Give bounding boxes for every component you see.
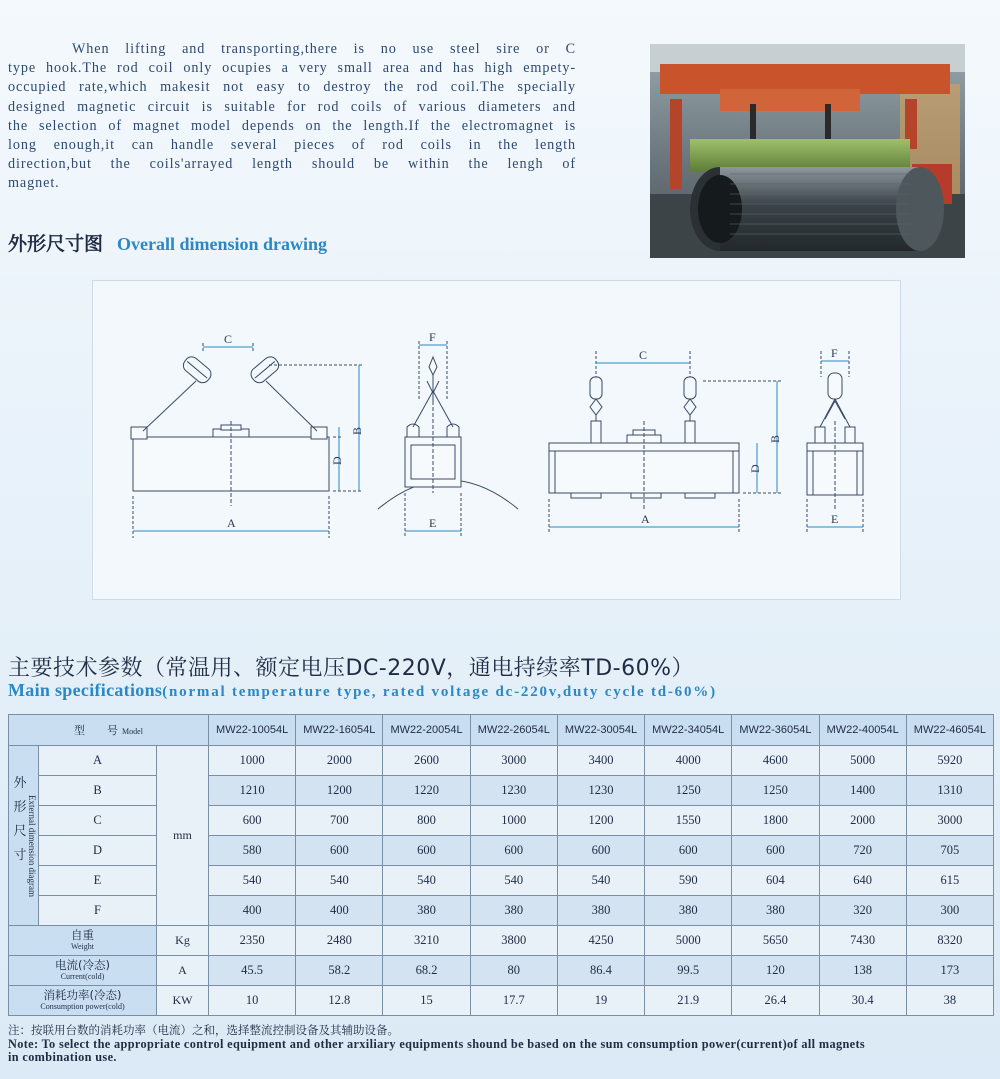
drawing-title-en: Overall dimension drawing <box>117 234 328 254</box>
table-row <box>9 776 994 806</box>
specs-title-en-main: Main specifications <box>8 680 163 700</box>
value-cell: 540 <box>296 866 383 896</box>
product-photo <box>650 44 965 258</box>
value-cell: 2480 <box>296 926 383 956</box>
value-cell: 5000 <box>645 926 732 956</box>
value-cell: 12.8 <box>296 986 383 1016</box>
value-cell: 1230 <box>470 776 557 806</box>
dim-label-a: A <box>641 512 650 526</box>
row-label: A <box>39 746 157 776</box>
value-cell: 8320 <box>906 926 993 956</box>
value-cell: 615 <box>906 866 993 896</box>
value-cell: 1800 <box>732 806 819 836</box>
unit-cell: KW <box>157 986 209 1016</box>
value-cell: 3800 <box>470 926 557 956</box>
value-cell: 5920 <box>906 746 993 776</box>
dimension-drawing-svg <box>93 281 900 599</box>
specs-title-en <box>8 680 717 701</box>
value-cell: 7430 <box>819 926 906 956</box>
value-cell: 580 <box>209 836 296 866</box>
table-row <box>9 956 994 986</box>
value-cell: 5000 <box>819 746 906 776</box>
row-label: E <box>39 866 157 896</box>
model-name: MW22-40054L <box>819 715 906 746</box>
value-cell: 138 <box>819 956 906 986</box>
dim-label-f: F <box>831 346 838 360</box>
table-row <box>9 746 994 776</box>
value-cell: 4600 <box>732 746 819 776</box>
dim-label-b: B <box>350 426 364 435</box>
unit-cell: Kg <box>157 926 209 956</box>
intro-line: direction,but the coils'arrayed length should be within the lengh of <box>8 156 576 173</box>
dim-label-e: E <box>831 512 839 526</box>
lifting-magnet-photo <box>650 44 965 258</box>
value-cell: 5650 <box>732 926 819 956</box>
table-row <box>9 806 994 836</box>
value-cell: 2000 <box>819 806 906 836</box>
value-cell: 700 <box>296 806 383 836</box>
footnote-en-line1: Note: To select the appropriate control equipment and other arxiliary equipments shound be based on the sum consumption power(current)of all magnets <box>8 1037 866 1051</box>
value-cell: 1210 <box>209 776 296 806</box>
value-cell: 1200 <box>296 776 383 806</box>
model-name: MW22-26054L <box>470 715 557 746</box>
dim-label-d: D <box>330 456 344 465</box>
specs-table <box>8 714 994 1016</box>
model-name: MW22-20054L <box>383 715 470 746</box>
value-cell: 540 <box>557 866 644 896</box>
value-cell: 600 <box>383 836 470 866</box>
table-row <box>9 986 994 1016</box>
intro-line: type hook.The rod coil only ocupies a very small area and has high empety- <box>8 60 576 77</box>
side-view-flat <box>807 351 863 533</box>
value-cell: 540 <box>470 866 557 896</box>
row-label: 电流(冷态) Current(cold) <box>9 956 157 986</box>
dim-label-c: C <box>224 332 233 346</box>
value-cell: 1000 <box>470 806 557 836</box>
value-cell: 400 <box>296 896 383 926</box>
dimension-label-zh: 外 形 尺 寸 <box>13 776 27 863</box>
value-cell: 3210 <box>383 926 470 956</box>
model-name: MW22-46054L <box>906 715 993 746</box>
value-cell: 3000 <box>470 746 557 776</box>
value-cell: 58.2 <box>296 956 383 986</box>
model-name: MW22-16054L <box>296 715 383 746</box>
value-cell: 1400 <box>819 776 906 806</box>
model-header: 型 号 Model <box>9 715 209 746</box>
value-cell: 4250 <box>557 926 644 956</box>
value-cell: 380 <box>732 896 819 926</box>
value-cell: 380 <box>470 896 557 926</box>
value-cell: 590 <box>645 866 732 896</box>
intro-line: magnet. <box>8 175 60 192</box>
value-cell: 540 <box>209 866 296 896</box>
value-cell: 173 <box>906 956 993 986</box>
intro-line: long enough,it can handle several pieces of rod coils in the length <box>8 137 576 154</box>
value-cell: 68.2 <box>383 956 470 986</box>
value-cell: 600 <box>296 836 383 866</box>
value-cell: 1220 <box>383 776 470 806</box>
dim-label-a: A <box>227 516 236 530</box>
value-cell: 600 <box>209 806 296 836</box>
value-cell: 86.4 <box>557 956 644 986</box>
front-view-flat <box>549 351 783 533</box>
model-name: MW22-10054L <box>209 715 296 746</box>
value-cell: 540 <box>383 866 470 896</box>
value-cell: 3000 <box>906 806 993 836</box>
value-cell: 600 <box>732 836 819 866</box>
value-cell: 19 <box>557 986 644 1016</box>
dim-label-e: E <box>429 516 437 530</box>
dim-label-d: D <box>748 464 762 473</box>
intro-line: occupied rate,which makesit not easy to destroy the rod coil.The specially <box>8 79 576 96</box>
value-cell: 120 <box>732 956 819 986</box>
value-cell: 604 <box>732 866 819 896</box>
value-cell: 45.5 <box>209 956 296 986</box>
value-cell: 380 <box>557 896 644 926</box>
value-cell: 2350 <box>209 926 296 956</box>
value-cell: 3400 <box>557 746 644 776</box>
value-cell: 15 <box>383 986 470 1016</box>
value-cell: 600 <box>470 836 557 866</box>
value-cell: 320 <box>819 896 906 926</box>
side-view-round <box>378 341 518 537</box>
value-cell: 4000 <box>645 746 732 776</box>
value-cell: 2000 <box>296 746 383 776</box>
model-name: MW22-36054L <box>732 715 819 746</box>
intro-paragraph <box>8 40 576 194</box>
row-label: F <box>39 896 157 926</box>
value-cell: 720 <box>819 836 906 866</box>
value-cell: 26.4 <box>732 986 819 1016</box>
value-cell: 380 <box>383 896 470 926</box>
drawing-title-zh: 外形尺寸图 <box>8 233 104 255</box>
value-cell: 1550 <box>645 806 732 836</box>
model-name: MW22-30054L <box>557 715 644 746</box>
footnote <box>8 1022 998 1064</box>
specs-title-en-sub: (normal temperature type, rated voltage dc-220v,duty cycle td-60%) <box>162 684 717 700</box>
intro-line: When lifting and transporting,there is no use steel sire or C <box>72 41 576 57</box>
row-label: 消耗功率(冷态) Consumption power(cold) <box>9 986 157 1016</box>
row-label: B <box>39 776 157 806</box>
value-cell: 17.7 <box>470 986 557 1016</box>
unit-cell: mm <box>157 746 209 926</box>
value-cell: 10 <box>209 986 296 1016</box>
value-cell: 640 <box>819 866 906 896</box>
front-view-round <box>131 343 363 538</box>
value-cell: 1230 <box>557 776 644 806</box>
value-cell: 600 <box>645 836 732 866</box>
value-cell: 38 <box>906 986 993 1016</box>
value-cell: 30.4 <box>819 986 906 1016</box>
table-row <box>9 926 994 956</box>
value-cell: 1310 <box>906 776 993 806</box>
specs-title-zh: 主要技术参数（常温用、额定电压DC-220V，通电持续率TD-60%） <box>8 656 694 681</box>
dim-label-b: B <box>768 434 782 443</box>
dim-label-c: C <box>639 348 648 362</box>
row-label: 自重 Weight <box>9 926 157 956</box>
value-cell: 300 <box>906 896 993 926</box>
value-cell: 1000 <box>209 746 296 776</box>
value-cell: 1250 <box>732 776 819 806</box>
dim-label-f: F <box>429 330 436 344</box>
value-cell: 99.5 <box>645 956 732 986</box>
value-cell: 1200 <box>557 806 644 836</box>
dimension-group-label <box>9 746 39 926</box>
footnote-zh: 注：按联用台数的消耗功率（电流）之和，选择整流控制设备及其辅助设备。 <box>8 1023 399 1037</box>
value-cell: 800 <box>383 806 470 836</box>
value-cell: 400 <box>209 896 296 926</box>
intro-line: the selection of magnet model depends on the length.If the electromagnet is <box>8 117 576 134</box>
value-cell: 21.9 <box>645 986 732 1016</box>
value-cell: 705 <box>906 836 993 866</box>
row-label: D <box>39 836 157 866</box>
table-row <box>9 836 994 866</box>
intro-line: designed magnetic circuit is suitable for rod coils of various diameters and <box>8 98 576 115</box>
table-row <box>9 866 994 896</box>
value-cell: 1250 <box>645 776 732 806</box>
model-name: MW22-34054L <box>645 715 732 746</box>
value-cell: 380 <box>645 896 732 926</box>
value-cell: 80 <box>470 956 557 986</box>
table-row <box>9 896 994 926</box>
drawing-section-title <box>8 229 327 256</box>
dimension-label-en: External dimension diagram <box>27 795 37 897</box>
value-cell: 600 <box>557 836 644 866</box>
value-cell: 2600 <box>383 746 470 776</box>
row-label: C <box>39 806 157 836</box>
dimension-drawing <box>92 280 901 600</box>
table-header-row <box>9 715 994 746</box>
unit-cell: A <box>157 956 209 986</box>
footnote-en-line2: in combination use. <box>8 1050 117 1064</box>
